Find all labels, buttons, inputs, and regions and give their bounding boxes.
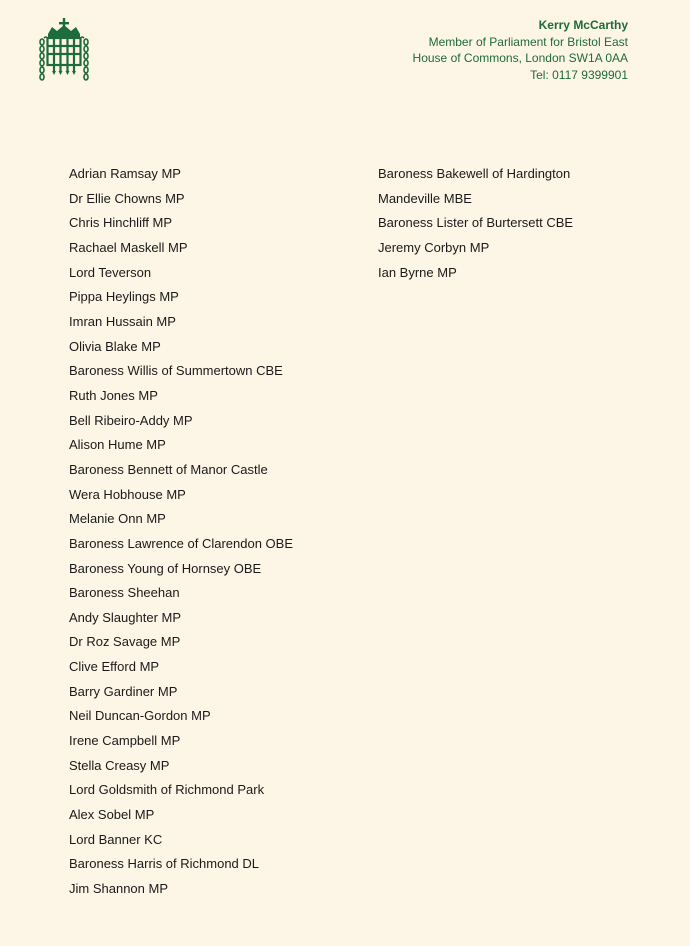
signatory-name: Pippa Heylings MP bbox=[69, 289, 179, 305]
signatory-name: Andy Slaughter MP bbox=[69, 609, 182, 625]
signatory-name: Baroness Willis of Summertown CBE bbox=[69, 363, 283, 379]
signatory-name: Lord Teverson bbox=[69, 264, 152, 280]
letterhead bbox=[413, 17, 628, 83]
signatory-name: Jeremy Corbyn MP bbox=[378, 239, 490, 255]
signatory-name: Clive Efford MP bbox=[69, 659, 160, 675]
signatory-name: Chris Hinchliff MP bbox=[69, 215, 173, 231]
signatory-name: Rachael Maskell MP bbox=[69, 239, 188, 255]
signatory-name: Baroness Lister of Burtersett CBE bbox=[378, 215, 574, 231]
signatory-name: Alison Hume MP bbox=[69, 437, 166, 453]
signatory-name: Alex Sobel MP bbox=[69, 807, 155, 823]
signatories-left-column bbox=[69, 164, 293, 904]
signatories-right-column bbox=[378, 164, 573, 287]
mp-role: Member of Parliament for Bristol East bbox=[428, 34, 628, 49]
mp-telephone: Tel: 0117 9399901 bbox=[530, 67, 628, 82]
signatory-name: Dr Roz Savage MP bbox=[69, 634, 181, 650]
signatory-name: Mandeville MBE bbox=[378, 190, 472, 206]
signatory-name: Ruth Jones MP bbox=[69, 387, 158, 403]
signatory-name: Dr Ellie Chowns MP bbox=[69, 190, 185, 206]
signatory-name: Irene Campbell MP bbox=[69, 733, 181, 749]
signatory-name: Baroness Harris of Richmond DL bbox=[69, 856, 260, 872]
signatory-name: Adrian Ramsay MP bbox=[69, 166, 181, 181]
signatory-name: Melanie Onn MP bbox=[69, 511, 166, 527]
signatory-name: Baroness Lawrence of Clarendon OBE bbox=[69, 535, 294, 551]
signatory-name: Stella Creasy MP bbox=[69, 757, 170, 773]
signatory-name: Ian Byrne MP bbox=[378, 264, 457, 280]
signatory-name: Olivia Blake MP bbox=[69, 338, 161, 354]
signatory-name: Imran Hussain MP bbox=[69, 313, 176, 329]
signatory-name: Baroness Sheehan bbox=[69, 585, 180, 601]
signatory-name: Barry Gardiner MP bbox=[69, 683, 178, 699]
signatory-name: Lord Banner KC bbox=[69, 831, 163, 847]
portcullis-logo-icon bbox=[38, 18, 90, 82]
signatory-name: Lord Goldsmith of Richmond Park bbox=[69, 782, 265, 798]
signatory-name: Baroness Bennett of Manor Castle bbox=[69, 461, 268, 477]
signatory-name: Jim Shannon MP bbox=[69, 881, 168, 897]
signatory-name: Baroness Bakewell of Hardington bbox=[378, 166, 571, 181]
mp-address: House of Commons, London SW1A 0AA bbox=[412, 51, 628, 65]
mp-name: Kerry McCarthy bbox=[538, 18, 628, 32]
signatory-name: Bell Ribeiro-Addy MP bbox=[69, 412, 193, 428]
signatory-name: Neil Duncan-Gordon MP bbox=[69, 708, 211, 724]
signatory-name: Wera Hobhouse MP bbox=[69, 486, 186, 502]
signatory-name: Baroness Young of Hornsey OBE bbox=[69, 560, 262, 576]
